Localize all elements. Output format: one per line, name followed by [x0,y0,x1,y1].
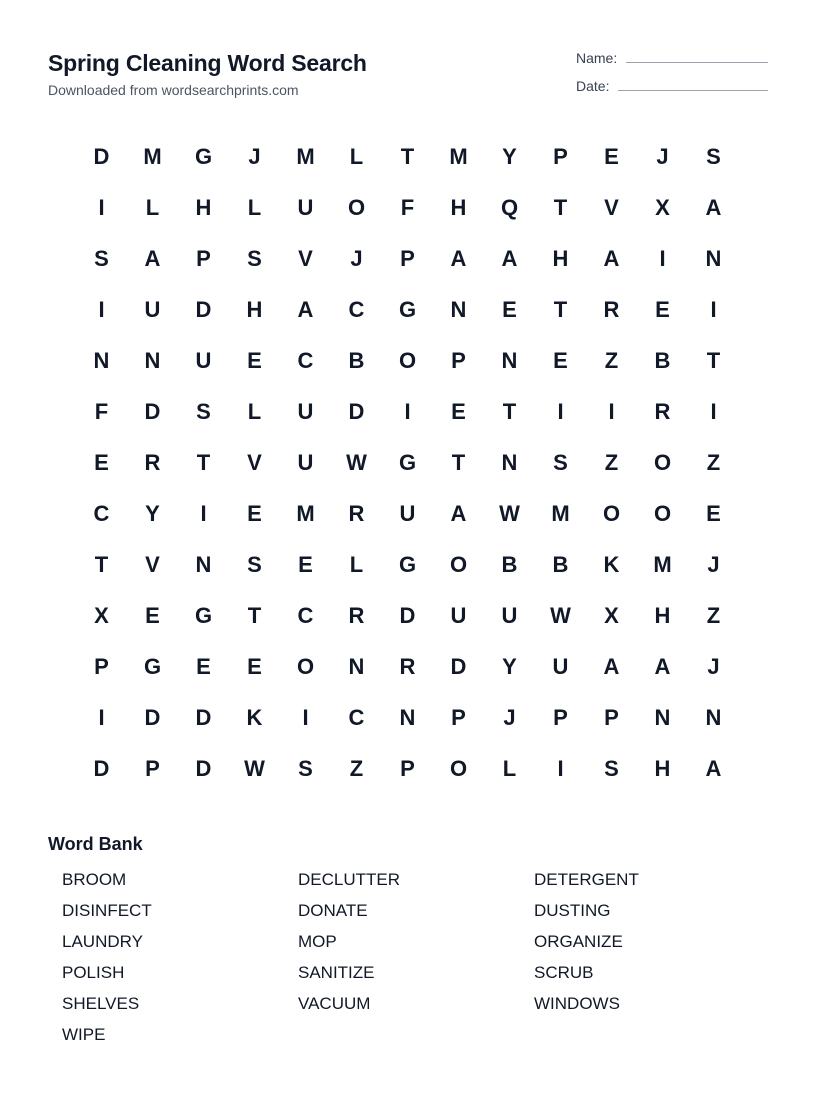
grid-cell: O [653,449,672,475]
grid-cell: E [145,602,160,628]
grid-cell: A [603,245,620,271]
grid-cell: N [501,449,518,475]
grid-cell: M [449,143,468,169]
grid-cell: P [400,245,415,271]
grid-cell: A [654,653,671,679]
grid-cell: T [502,398,517,424]
word-bank-item: WINDOWS [534,994,620,1013]
grid-cell: T [247,602,262,628]
word-bank-item: DETERGENT [534,870,639,889]
grid-cell: T [196,449,211,475]
date-line[interactable] [618,90,768,91]
grid-cell: B [552,551,569,577]
grid-cell: N [93,347,110,373]
grid-cell: E [196,653,211,679]
grid-cell: N [501,347,518,373]
grid-cell: P [604,704,619,730]
grid-cell: Y [502,143,517,169]
grid-cell: A [297,296,314,322]
grid-cell: T [553,194,568,220]
grid-cell: N [399,704,416,730]
word-bank-item: LAUNDRY [62,932,143,951]
grid-cell: L [145,194,160,220]
grid-cell: C [297,347,314,373]
grid-cell: N [654,704,671,730]
grid-cell: J [656,143,669,169]
grid-cell: P [94,653,109,679]
grid-cell: G [398,449,417,475]
grid-cell: J [707,653,720,679]
grid-cell: X [604,602,619,628]
grid-cell: O [347,194,366,220]
grid-cell: Q [500,194,519,220]
grid-cell: Y [145,500,160,526]
grid-cell: H [450,194,467,220]
grid-cell: M [143,143,162,169]
grid-cell: S [247,245,262,271]
grid-cell: R [144,449,161,475]
grid-cell: A [450,500,467,526]
grid-cell: M [296,500,315,526]
word-bank-item: MOP [298,932,337,951]
grid-cell: J [707,551,720,577]
grid-cell: X [655,194,670,220]
grid-cell: D [195,296,212,322]
grid-cell: I [404,398,411,424]
grid-cell: W [499,500,520,526]
grid-cell: A [450,245,467,271]
grid-cell: K [603,551,620,577]
grid-cell: G [398,551,417,577]
word-bank-item: SCRUB [534,963,594,982]
grid-cell: O [653,500,672,526]
grid-cell: P [451,347,466,373]
grid-cell: M [653,551,672,577]
grid-cell: Z [604,449,619,475]
grid-cell: A [603,653,620,679]
word-bank-list [62,868,770,1054]
grid-cell: M [296,143,315,169]
grid-cell: C [348,296,365,322]
grid-cell: R [348,500,365,526]
grid-cell: K [246,704,263,730]
grid-cell: I [710,296,717,322]
grid-cell: S [706,143,721,169]
grid-cell: V [298,245,313,271]
grid-cell: U [399,500,416,526]
grid-cell: A [501,245,518,271]
grid-cell: X [94,602,109,628]
grid-cell: U [297,398,314,424]
grid-cell: F [400,194,415,220]
grid-cell: J [503,704,516,730]
grid-cell: E [94,449,109,475]
grid-cell: S [94,245,109,271]
word-bank-item: DONATE [298,901,368,920]
word-bank-item: ORGANIZE [534,932,623,951]
grid-cell: N [705,704,722,730]
word-bank-item: SANITIZE [298,963,375,982]
grid-cell: T [451,449,466,475]
grid-cell: G [194,143,213,169]
grid-cell: T [553,296,568,322]
grid-cell: H [195,194,212,220]
grid-cell: H [552,245,569,271]
word-bank-item: DISINFECT [62,901,152,920]
grid-cell: W [244,755,265,781]
grid-cell: I [98,296,105,322]
grid-cell: C [93,500,110,526]
grid-cell: V [247,449,262,475]
grid-cell: D [450,653,467,679]
grid-cell: Z [604,347,619,373]
grid-cell: O [602,500,621,526]
grid-cell: T [400,143,415,169]
grid-cell: D [93,755,110,781]
grid-cell: A [144,245,161,271]
grid-cell: O [449,551,468,577]
grid-cell: E [553,347,568,373]
grid-cell: I [710,398,717,424]
grid-cell: E [298,551,313,577]
grid-cell: S [604,755,619,781]
grid-cell: M [551,500,570,526]
grid-cell: R [654,398,671,424]
grid-cell: W [346,449,367,475]
grid-cell: D [93,143,110,169]
grid-cell: R [399,653,416,679]
word-bank-item: VACUUM [298,994,371,1013]
grid-cell: N [348,653,365,679]
name-line[interactable] [626,62,768,63]
word-bank-item: DECLUTTER [298,870,401,889]
grid-cell: L [502,755,517,781]
grid-cell: O [449,755,468,781]
word-bank-item: POLISH [62,963,125,982]
grid-cell: C [297,602,314,628]
grid-cell: P [553,704,568,730]
grid-cell: U [450,602,467,628]
grid-cell: U [297,194,314,220]
grid-cell: L [349,143,364,169]
grid-cell: R [348,602,365,628]
grid-cell: D [195,755,212,781]
grid-cell: D [195,704,212,730]
word-bank-item: BROOM [62,870,127,889]
grid-cell: E [706,500,721,526]
grid-cell: Z [706,449,721,475]
grid-cell: B [654,347,671,373]
grid-cell: N [144,347,161,373]
grid-cell: N [195,551,212,577]
grid-cell: H [654,602,671,628]
grid-cell: V [604,194,619,220]
name-label: Name: [576,50,618,66]
grid-cell: S [247,551,262,577]
grid-cell: O [398,347,417,373]
grid-cell: J [350,245,363,271]
grid-cell: B [348,347,365,373]
grid-cell: Z [349,755,364,781]
grid-cell: S [196,398,211,424]
grid-cell: Y [502,653,517,679]
grid-cell: R [603,296,620,322]
grid-cell: H [654,755,671,781]
grid-cell: P [145,755,160,781]
grid-cell: T [706,347,721,373]
grid-cell: F [94,398,109,424]
grid-cell: I [557,398,564,424]
word-bank-heading: Word Bank [48,834,143,854]
grid-cell: O [296,653,315,679]
grid-cell: G [398,296,417,322]
grid-cell: D [399,602,416,628]
grid-cell: G [143,653,162,679]
grid-cell: U [297,449,314,475]
grid-cell: I [98,194,105,220]
grid-cell: G [194,602,213,628]
grid-cell: U [552,653,569,679]
grid-cell: L [247,398,262,424]
grid-cell: C [348,704,365,730]
grid-cell: E [604,143,619,169]
grid-cell: P [196,245,211,271]
grid-cell: D [144,704,161,730]
page-title: Spring Cleaning Word Search [48,50,367,76]
grid-cell: D [348,398,365,424]
grid-cell: U [501,602,518,628]
word-bank-item: SHELVES [62,994,140,1013]
letter-grid [76,131,739,794]
grid-cell: E [502,296,517,322]
grid-cell: L [349,551,364,577]
grid-cell: S [553,449,568,475]
grid-cell: H [246,296,263,322]
grid-cell: S [298,755,313,781]
grid-cell: I [557,755,564,781]
date-label: Date: [576,78,610,94]
grid-cell: Z [706,602,721,628]
grid-cell: I [608,398,615,424]
grid-cell: W [550,602,571,628]
grid-cell: E [247,653,262,679]
grid-cell: N [705,245,722,271]
grid-cell: P [400,755,415,781]
grid-cell: P [553,143,568,169]
grid-cell: I [98,704,105,730]
grid-cell: E [247,347,262,373]
grid-cell: A [705,194,722,220]
grid-cell: U [144,296,161,322]
grid-cell: L [247,194,262,220]
word-bank-item: WIPE [62,1025,106,1044]
grid-cell: I [659,245,666,271]
word-bank-item: DUSTING [534,901,611,920]
source-subtitle: Downloaded from wordsearchprints.com [48,82,299,98]
grid-cell: T [94,551,109,577]
grid-cell: V [145,551,160,577]
grid-cell: N [450,296,467,322]
grid-cell: P [451,704,466,730]
grid-cell: E [451,398,466,424]
grid-cell: I [200,500,207,526]
grid-cell: J [248,143,261,169]
grid-cell: A [705,755,722,781]
grid-cell: D [144,398,161,424]
grid-cell: B [501,551,518,577]
grid-cell: E [655,296,670,322]
grid-cell: I [302,704,309,730]
grid-cell: U [195,347,212,373]
grid-cell: E [247,500,262,526]
